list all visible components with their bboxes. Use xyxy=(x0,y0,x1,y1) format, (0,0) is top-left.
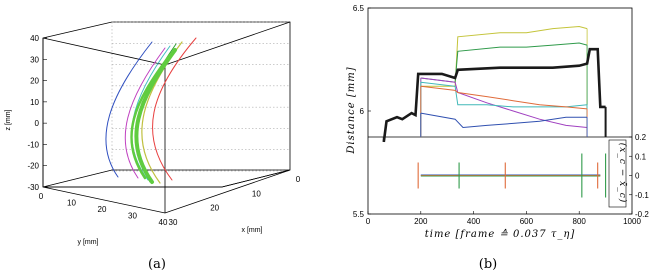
panel-a-3d-plot xyxy=(5,22,301,272)
x-axis-ticks xyxy=(366,211,642,226)
trajectories xyxy=(106,38,196,183)
y-tick-label: 6.5 xyxy=(352,4,364,13)
x-tick-label: 800 xyxy=(572,217,586,226)
z-axis-label: z [mm] xyxy=(5,109,12,131)
z-tick-label: 30 xyxy=(30,55,39,65)
inset-tick-label: -0.1 xyxy=(635,190,649,200)
inset-tick-label: 0.2 xyxy=(635,133,647,142)
y-axis-label: y [mm] xyxy=(77,239,99,246)
x-tick-label: 10 xyxy=(251,189,261,199)
x-tick-label: 600 xyxy=(519,217,534,226)
distance-series-line xyxy=(421,27,587,87)
plot-frame xyxy=(368,8,632,214)
inset-tick-label: -0.2 xyxy=(635,210,649,219)
inset-y-label: (x_c − x̄_c) xyxy=(617,142,627,204)
x-axis-label: time [frame ≙ 0.037 τ_η] xyxy=(424,229,576,240)
trajectory-line xyxy=(142,42,182,183)
trajectory-line xyxy=(152,38,196,180)
y-tick-label: 0 xyxy=(38,192,44,201)
trajectory-line xyxy=(136,50,175,182)
inset-tick-label: 0 xyxy=(635,171,640,181)
x-tick-label: 0 xyxy=(365,217,371,226)
plot-box-back xyxy=(43,22,290,187)
y-tick-label: 5.5 xyxy=(352,210,364,219)
panel-b-caption: (b) xyxy=(478,257,498,272)
z-tick-label: 40 xyxy=(30,34,39,43)
x-tick-label: 400 xyxy=(466,217,481,226)
x-tick-label: 30 xyxy=(168,218,178,227)
distance-series-line xyxy=(421,113,587,127)
y-tick-label: 40 xyxy=(158,218,168,227)
distance-series-line xyxy=(421,86,587,109)
z-tick-label: -20 xyxy=(27,161,39,171)
y-tick-label: 6 xyxy=(359,107,364,116)
panel-b-distance-plot xyxy=(346,4,649,272)
distance-series-line xyxy=(384,49,606,142)
z-tick-label: 20 xyxy=(30,76,39,86)
x-axis-ticks xyxy=(169,175,301,227)
y-axis-label: Distance [mm] xyxy=(346,66,357,154)
x-tick-label: 20 xyxy=(210,203,220,213)
inset-fluctuation-series xyxy=(418,154,605,198)
z-tick-label: -30 xyxy=(27,183,39,192)
y-tick-label: 30 xyxy=(128,211,137,221)
z-tick-label: 0 xyxy=(34,119,39,129)
distance-series xyxy=(384,27,606,142)
x-axis-label: x [mm] xyxy=(241,227,263,234)
z-tick-label: -10 xyxy=(27,140,39,150)
x-tick-label: 200 xyxy=(414,217,428,226)
x-tick-label: 1000 xyxy=(623,217,641,226)
x-tick-label: 0 xyxy=(295,175,301,184)
y-tick-label: 20 xyxy=(97,205,107,214)
inset-tick-label: 0.1 xyxy=(635,152,647,162)
z-axis-ticks xyxy=(27,34,47,192)
y-tick-label: 10 xyxy=(67,198,76,208)
z-tick-label: 10 xyxy=(30,97,39,107)
panel-a-caption: (a) xyxy=(148,257,166,272)
